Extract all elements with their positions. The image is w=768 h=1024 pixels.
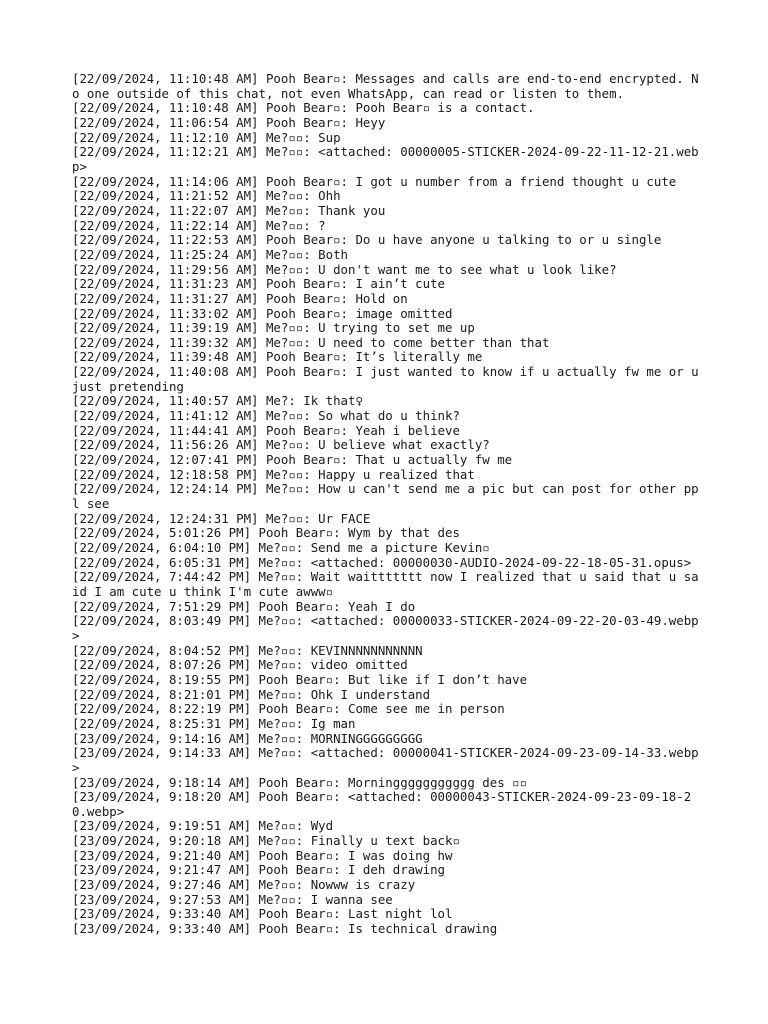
chat-message-line: [23/09/2024, 9:18:20 AM] Pooh Bear▫: <attached: 00000043-STICKER-2024-09-23-09-18-20.webp> (72, 789, 692, 819)
chat-message-line: [22/09/2024, 11:31:27 AM] Pooh Bear▫: Hold on (72, 290, 408, 306)
chat-message-line: [22/09/2024, 11:39:19 AM] Me?▫▫: U trying to set me up (72, 320, 475, 336)
chat-message-line: [22/09/2024, 11:56:26 AM] Me?▫▫: U believe what exactly? (72, 437, 490, 453)
chat-message-line: [22/09/2024, 11:06:54 AM] Pooh Bear▫: Heyy (72, 114, 386, 130)
chat-message-line: [22/09/2024, 11:22:07 AM] Me?▫▫: Thank you (72, 202, 386, 218)
chat-message-line: [23/09/2024, 9:21:40 AM] Pooh Bear▫: I was doing hw (72, 847, 453, 863)
chat-message-line: [23/09/2024, 9:21:47 AM] Pooh Bear▫: I deh drawing (72, 862, 445, 878)
chat-message-line: [22/09/2024, 11:44:41 AM] Pooh Bear▫: Yeah i believe (72, 422, 460, 438)
chat-message-line: [22/09/2024, 8:03:49 PM] Me?▫▫: <attached: 00000033-STICKER-2024-09-22-20-03-49.webp> (72, 613, 699, 643)
chat-message-line: [22/09/2024, 11:12:10 AM] Me?▫▫: Sup (72, 129, 341, 145)
chat-message-line: [22/09/2024, 12:07:41 PM] Pooh Bear▫: That u actually fw me (72, 452, 513, 468)
chat-message-line: [23/09/2024, 9:14:16 AM] Me?▫▫: MORNINGGGGGGGGG (72, 730, 423, 746)
chat-message-line: [23/09/2024, 9:19:51 AM] Me?▫▫: Wyd (72, 818, 334, 834)
chat-message-line: [22/09/2024, 12:18:58 PM] Me?▫▫: Happy u realized that (72, 466, 475, 482)
chat-message-line: [23/09/2024, 9:33:40 AM] Pooh Bear▫: Is technical drawing (72, 921, 498, 937)
chat-message-line: [22/09/2024, 11:29:56 AM] Me?▫▫: U don't want me to see what u look like? (72, 261, 617, 277)
chat-message-line: [22/09/2024, 8:21:01 PM] Me?▫▫: Ohk I understand (72, 686, 431, 702)
chat-message-line: [23/09/2024, 9:18:14 AM] Pooh Bear▫: Morninggggggggggg des ▫▫ (72, 774, 528, 790)
chat-message-line: [22/09/2024, 8:22:19 PM] Pooh Bear▫: Come see me in person (72, 701, 505, 717)
chat-message-line: [22/09/2024, 11:40:57 AM] Me?: Ik that♀ (72, 393, 363, 409)
chat-message-line: [22/09/2024, 11:14:06 AM] Pooh Bear▫: I got u number from a friend thought u cute (72, 173, 677, 189)
chat-message-line: [22/09/2024, 11:25:24 AM] Me?▫▫: Both (72, 246, 349, 262)
chat-message-line: [22/09/2024, 5:01:26 PM] Pooh Bear▫: Wym by that des (72, 525, 460, 541)
chat-message-line: [22/09/2024, 6:05:31 PM] Me?▫▫: <attached: 00000030-AUDIO-2024-09-22-18-05-31.opus> (72, 554, 692, 570)
chat-message-line: [22/09/2024, 7:51:29 PM] Pooh Bear▫: Yeah I do (72, 598, 416, 614)
chat-message-line: [22/09/2024, 11:31:23 AM] Pooh Bear▫: I ain’t cute (72, 276, 445, 292)
chat-message-line: [22/09/2024, 11:22:53 AM] Pooh Bear▫: Do u have anyone u talking to or u single (72, 232, 662, 248)
chat-message-line: [23/09/2024, 9:27:46 AM] Me?▫▫: Nowww is crazy (72, 877, 416, 893)
chat-message-line: [22/09/2024, 11:39:32 AM] Me?▫▫: U need to come better than that (72, 334, 550, 350)
chat-message-line: [23/09/2024, 9:20:18 AM] Me?▫▫: Finally u text back▫ (72, 833, 460, 849)
chat-message-line: [22/09/2024, 11:10:48 AM] Pooh Bear▫: Messages and calls are end-to-end encrypted. No one outside of this chat, not even WhatsApp, can read or listen to them. (72, 71, 699, 101)
chat-message-line: [22/09/2024, 8:07:26 PM] Me?▫▫: video omitted (72, 657, 408, 673)
chat-message-line: [22/09/2024, 12:24:31 PM] Me?▫▫: Ur FACE (72, 510, 371, 526)
chat-message-line: [22/09/2024, 6:04:10 PM] Me?▫▫: Send me a picture Kevin▫ (72, 540, 490, 555)
chat-message-line: [22/09/2024, 11:12:21 AM] Me?▫▫: <attached: 00000005-STICKER-2024-09-22-11-12-21.webp> (72, 144, 699, 174)
chat-message-line: [22/09/2024, 11:22:14 AM] Me?▫▫: ? (72, 217, 326, 233)
chat-message-line: [22/09/2024, 11:10:48 AM] Pooh Bear▫: Pooh Bear▫ is a contact. (72, 100, 535, 116)
chat-message-line: [22/09/2024, 11:41:12 AM] Me?▫▫: So what do u think? (72, 408, 460, 424)
chat-message-line: [23/09/2024, 9:33:40 AM] Pooh Bear▫: Last night lol (72, 906, 453, 922)
chat-message-line: [22/09/2024, 7:44:42 PM] Me?▫▫: Wait waittttttt now I realized that u said that u said I am cute u think I'm cute awww▫ (72, 569, 699, 599)
chat-message-line: [23/09/2024, 9:27:53 AM] Me?▫▫: I wanna see (72, 891, 393, 907)
chat-message-line: [22/09/2024, 11:39:48 AM] Pooh Bear▫: It’s literally me (72, 349, 483, 365)
chat-message-line: [22/09/2024, 12:24:14 PM] Me?▫▫: How u can't send me a pic but can post for other ppl see (72, 481, 699, 512)
chat-transcript (72, 71, 707, 937)
chat-message-line: [22/09/2024, 11:21:52 AM] Me?▫▫: Ohh (72, 188, 341, 204)
chat-message-line: [22/09/2024, 8:25:31 PM] Me?▫▫: Ig man (72, 715, 356, 731)
chat-message-line: [22/09/2024, 8:04:52 PM] Me?▫▫: KEVINNNNNNNNNNN (72, 642, 423, 658)
chat-message-line: [22/09/2024, 11:40:08 AM] Pooh Bear▫: I just wanted to know if u actually fw me or u just pretending (72, 364, 707, 394)
chat-message-line: [22/09/2024, 8:19:55 PM] Pooh Bear▫: But like if I don’t have (72, 671, 528, 687)
chat-message-line: [23/09/2024, 9:14:33 AM] Me?▫▫: <attached: 00000041-STICKER-2024-09-23-09-14-33.webp> (72, 745, 699, 775)
chat-message-line: [22/09/2024, 11:33:02 AM] Pooh Bear▫: image omitted (72, 305, 453, 321)
